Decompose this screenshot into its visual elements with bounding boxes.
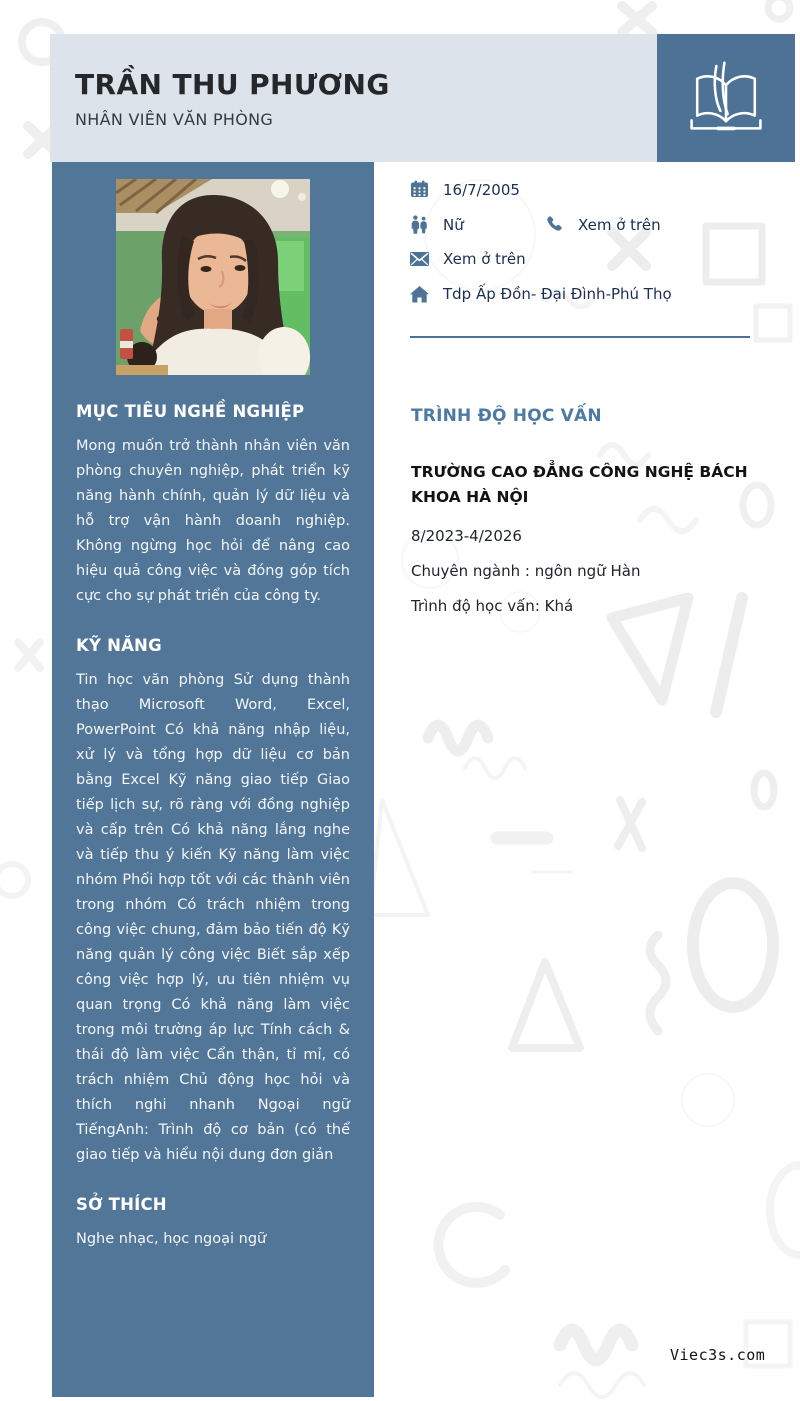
phone-value: Xem ở trên <box>578 215 661 234</box>
education-grade: Trình độ học vấn: Khá <box>411 597 574 615</box>
education-period: 8/2023-4/2026 <box>411 527 522 545</box>
hobbies-heading: SỞ THÍCH <box>76 1195 167 1214</box>
contact-row-dob <box>410 180 520 199</box>
home-icon <box>410 286 429 303</box>
contact-row-address <box>410 285 672 303</box>
hobbies-text: Nghe nhạc, học ngoại ngữ <box>76 1231 267 1247</box>
objective-text: Mong muốn trở thành nhân viên văn phòng chuyên nghiệp, phát triển kỹ năng hành chính, quản lý dữ liệu và hỗ trợ vận hành doanh nghiệp. Không ngừng học hỏi để nâng cao hiệu quả công việc và đóng góp tích cực cho sự phát triển của công ty. <box>76 438 350 604</box>
gender-icon <box>410 215 429 234</box>
education-major: Chuyên ngành : ngôn ngữ Hàn <box>411 562 641 580</box>
skills-heading: KỸ NĂNG <box>76 636 162 655</box>
header <box>50 34 657 162</box>
contact-row-phone <box>545 215 661 234</box>
education-heading: TRÌNH ĐỘ HỌC VẤN <box>411 406 602 426</box>
job-title: NHÂN VIÊN VĂN PHÒNG <box>75 110 274 129</box>
email-value: Xem ở trên <box>443 250 526 268</box>
phone-icon <box>545 215 564 234</box>
sidebar <box>52 162 374 1397</box>
book-icon <box>682 58 770 138</box>
page-title: TRẦN THU PHƯƠNG <box>75 68 390 101</box>
watermark: Viec3s.com <box>670 1346 766 1364</box>
email-icon <box>410 251 429 267</box>
skills-text: Tin học văn phòng Sử dụng thành thạo Microsoft Word, Excel, PowerPoint Có khả năng nhập liệu, xử lý và tổng hợp dữ liệu cơ bản bằng Excel Kỹ năng giao tiếp Giao tiếp lịch sự, rõ ràng với đồng nghiệp và cấp trên Có khả năng lắng nghe và tiếp thu ý kiến Kỹ năng làm việc nhóm Phối hợp tốt với các thành viên trong nhóm Có trách nhiệm trong công việc chung, đảm bảo tiến độ Kỹ năng quản lý công việc Biết sắp xếp công việc hợp lý, ưu tiên nhiệm vụ quan trọng Có khả năng làm việc trong môi trường áp lực Tính cách & thái độ làm việc Cẩn thận, tỉ mỉ, có trách nhiệm Chủ động học hỏi và thích nghi nhanh Ngoại ngữ TiếngAnh: Trình độ cơ bản (có thể giao tiếp và hiểu nội dung đơn giản <box>76 672 350 1163</box>
calendar-icon <box>410 180 429 199</box>
logo-box <box>657 34 795 162</box>
gender-value: Nữ <box>443 215 464 234</box>
profile-photo <box>116 179 310 375</box>
contact-row-gender <box>410 215 464 234</box>
contact-row-email <box>410 250 526 268</box>
contact-divider <box>410 336 750 338</box>
education-school: TRƯỜNG CAO ĐẲNG CÔNG NGHỆ BÁCH KHOA HÀ NỘI <box>411 463 748 506</box>
address-value: Tdp Ấp Đồn- Đại Đình-Phú Thọ <box>443 285 672 303</box>
dob-value: 16/7/2005 <box>443 180 520 199</box>
objective-heading: MỤC TIÊU NGHỀ NGHIỆP <box>76 402 305 421</box>
